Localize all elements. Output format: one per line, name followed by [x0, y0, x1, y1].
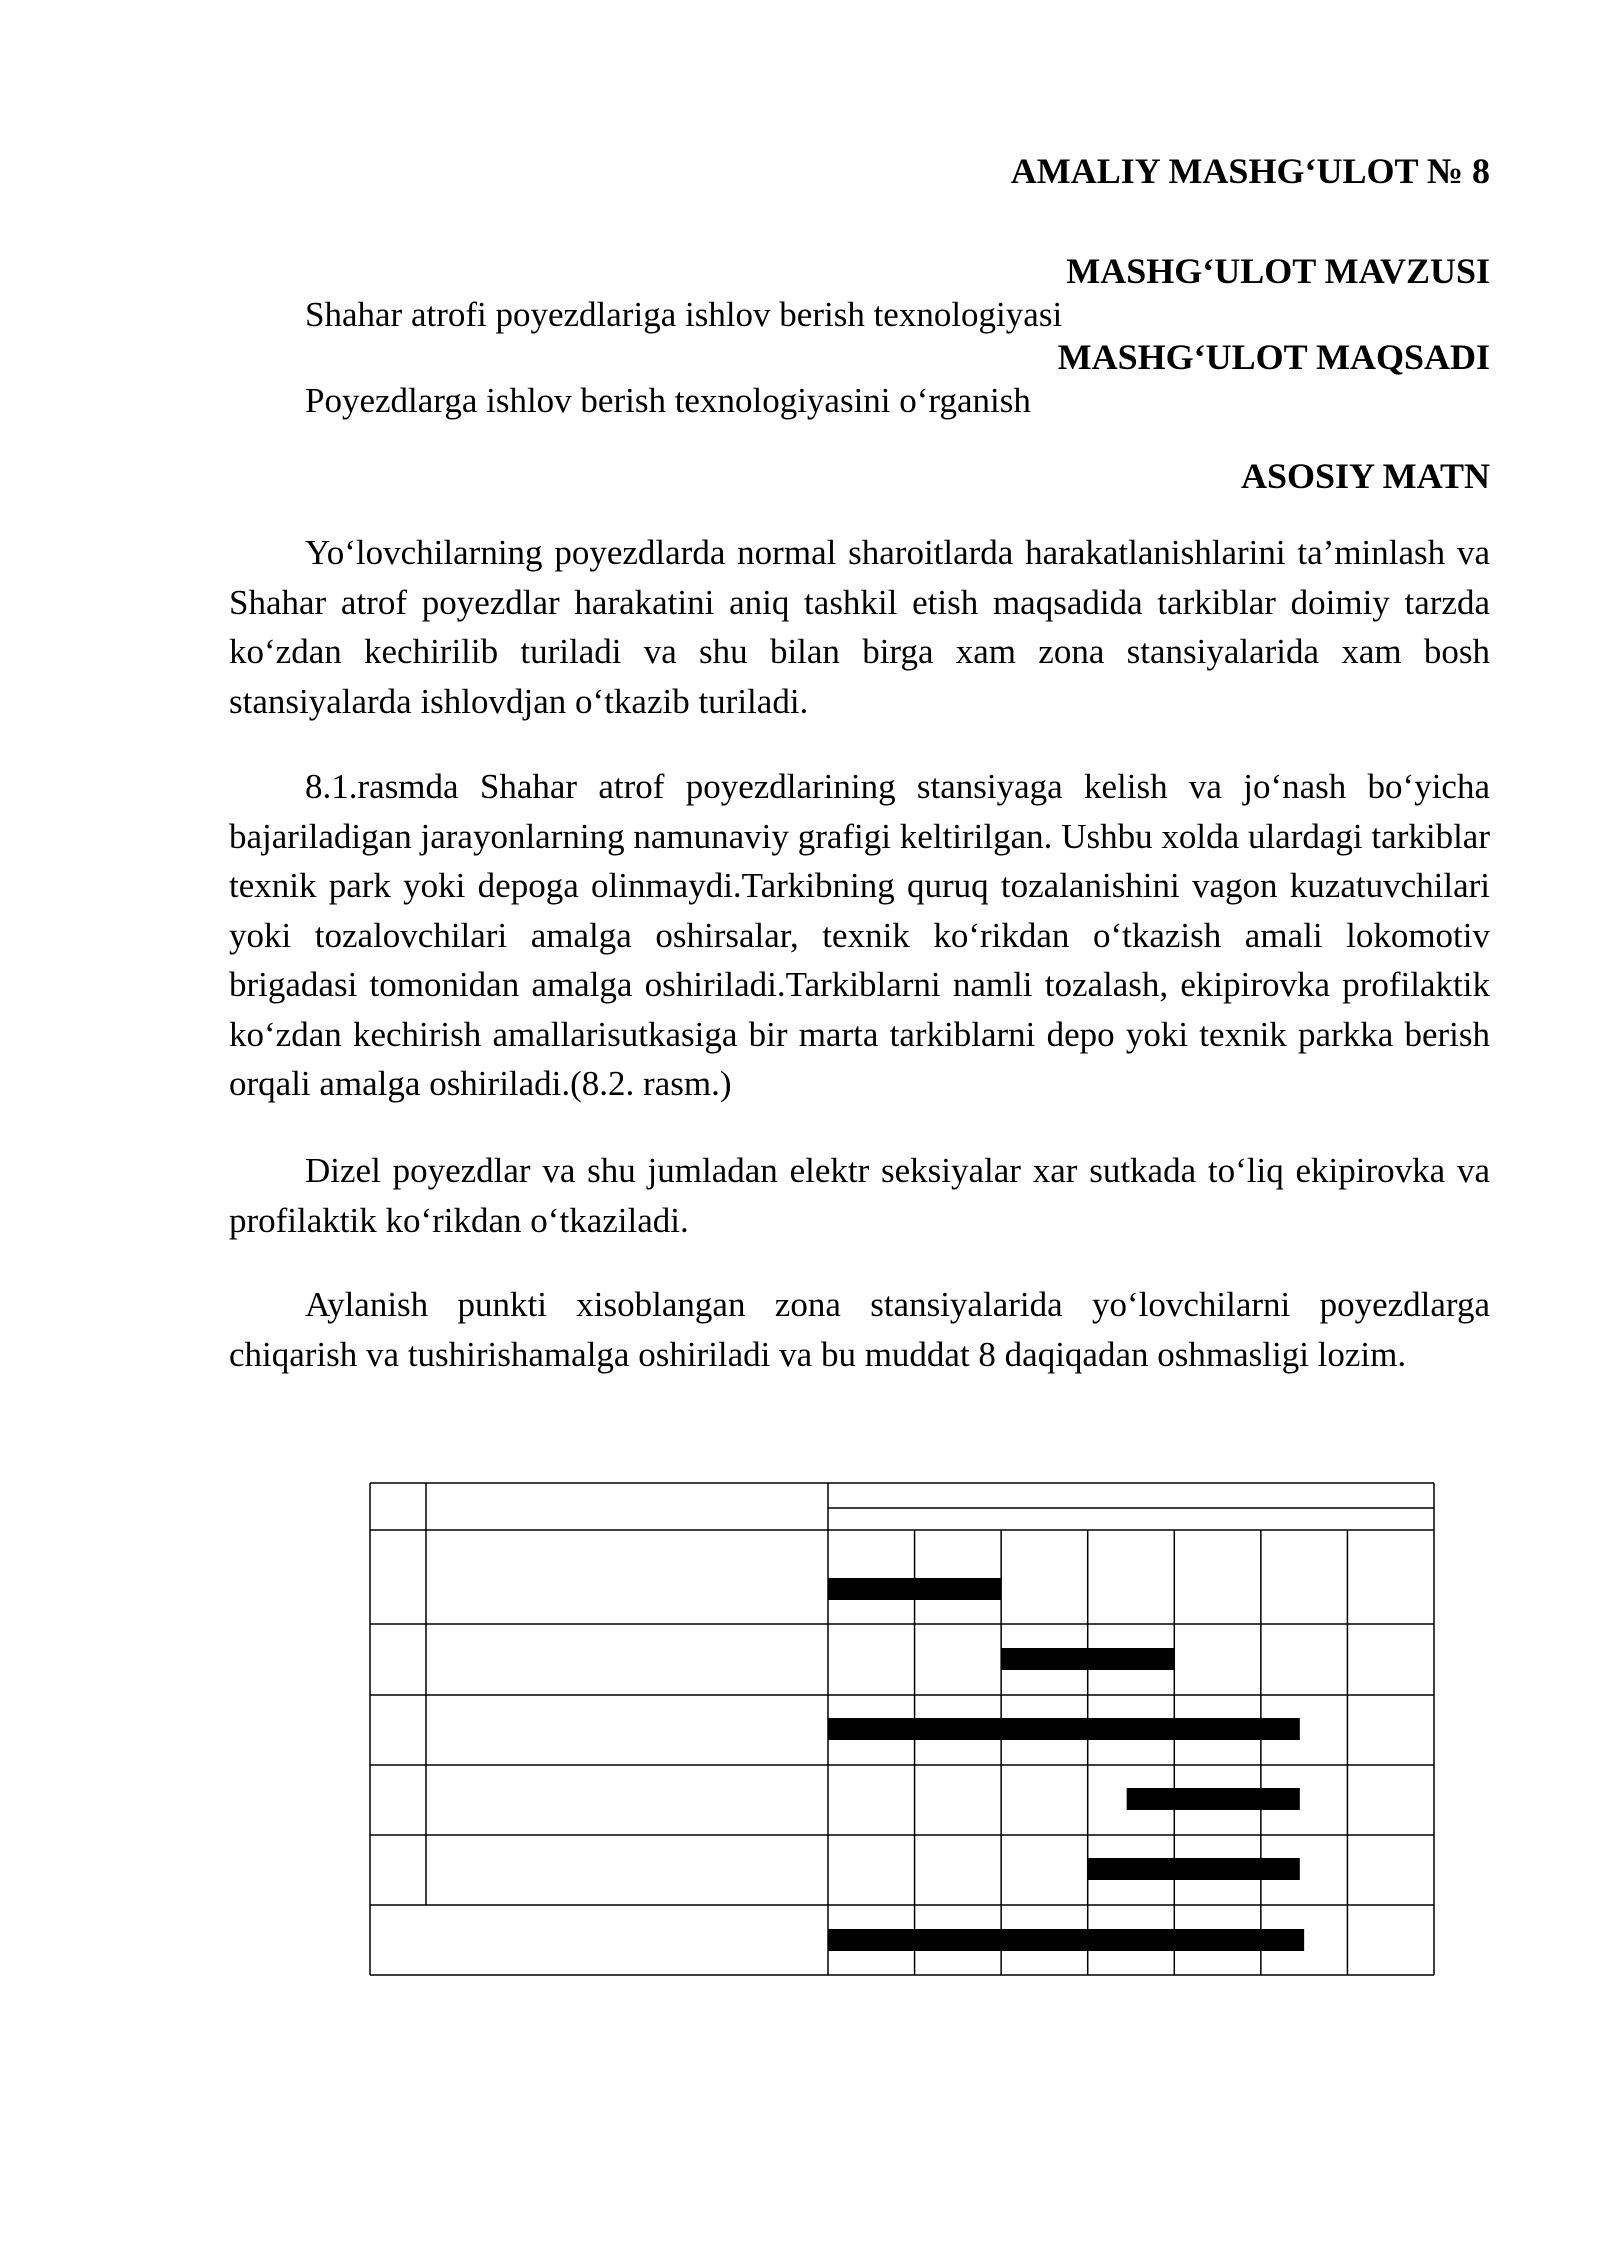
paragraph-1: Yo‘lovchilarning poyezdlarda normal sharoitlarda harakatlanishlarini ta’minlash va Shahar atrof poyezdlar harakatini aniq tashkil etish maqsadida tarkiblar doimiy tarzda ko‘zdan kechirilib turiladi va shu bilan birga xam zona stansiyalarida xam bosh stansiyalarda ishlovdjan o‘tkazib turiladi. — [229, 533, 1490, 721]
topic-text: Shahar atrofi poyezdlariga ishlov berish texnologiyasi — [305, 295, 1063, 334]
schedule-bar — [1127, 1788, 1300, 1810]
schedule-bar — [1001, 1648, 1174, 1670]
schedule-bar — [828, 1929, 1304, 1951]
paragraph-3: Dizel poyezdlar va shu jumladan elektr seksiyalar xar sutkada to‘liq ekipirovka va profilaktik ko‘rikdan o‘tkaziladi. — [229, 1151, 1490, 1240]
schedule-bar — [828, 1718, 1300, 1740]
schedule-bar — [828, 1578, 1001, 1600]
topic-heading: MASHG‘ULOT MAVZUSI — [1066, 251, 1490, 291]
main-text-heading: ASOSIY MATN — [1240, 456, 1490, 496]
goal-heading: MASHG‘ULOT MAQSADI — [1057, 337, 1490, 377]
paragraph-2: 8.1.rasmda Shahar atrof poyezdlarining stansiyaga kelish va jo‘nash bo‘yicha bajariladigan jarayonlarning namunaviy grafigi keltirilgan. Ushbu xolda ulardagi tarkiblar texnik park yoki depoga olinmaydi.Tarkibning quruq tozalanishini vagon kuzatuvchilari yoki tozalovchilari amalga oshirsalar, texnik ko‘rikdan o‘tkazish amali lokomotiv brigadasi tomonidan amalga oshiriladi.Tarkiblarni namli tozalash, ekipirovka profilaktik ko‘zdan kechirish amallarisutkasiga bir marta tarkiblarni depo yoki texnik parkka berish orqali amalga oshiriladi.(8.2. rasm.) — [229, 767, 1490, 1103]
practice-title: AMALIY MASHG‘ULOT № 8 — [1010, 151, 1490, 191]
paragraph-4: Aylanish punkti xisoblangan zona stansiyalarida yo‘lovchilarni poyezdlarga chiqarish va tushirishamalga oshiriladi va bu muddat 8 daqiqadan oshmasligi lozim. — [229, 1285, 1490, 1374]
schedule-bar — [1088, 1858, 1300, 1880]
goal-text: Poyezdlarga ishlov berish texnologiyasini o‘rganish — [305, 381, 1031, 420]
